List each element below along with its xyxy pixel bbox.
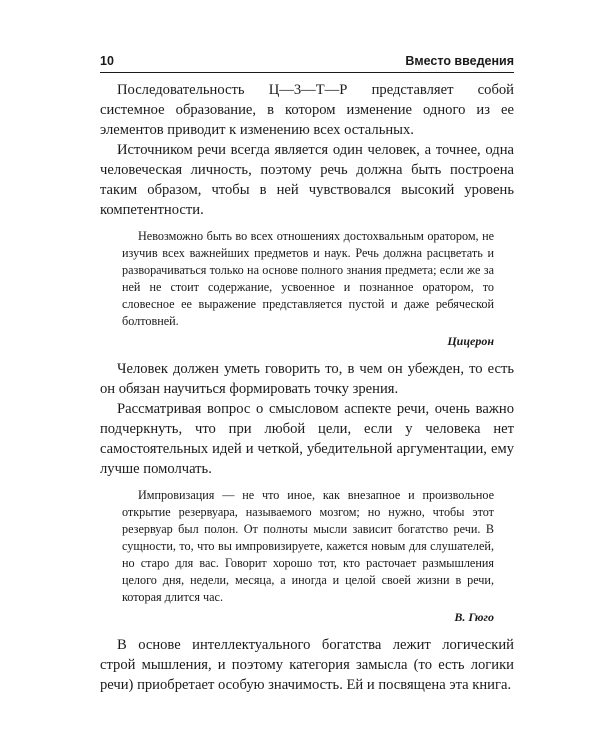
paragraph-conviction: Человек должен уметь говорить то, в чем он убежден, то есть он обязан научиться формировать точку зрения. bbox=[100, 361, 514, 397]
running-title: Вместо введения bbox=[405, 54, 514, 68]
page-body bbox=[100, 80, 514, 695]
page-header bbox=[100, 50, 514, 72]
paragraph-intellectual-wealth: В основе интеллектуального богатства лежит логический строй мышления, и поэтому категория замысла (то есть логики речи) приобретает особую значимость. Ей и посвящена эта книга. bbox=[100, 637, 514, 693]
header-rule bbox=[100, 72, 514, 73]
quote-author-hugo: В. Гюго bbox=[454, 610, 494, 624]
paragraph-source-of-speech: Источником речи всегда является один человек, а точнее, одна человеческая личность, поэтому речь должна быть построена таким образом, чтобы в ней чувствовался высокий уровень компетентности. bbox=[100, 142, 514, 218]
paragraph-sequence: Последовательность Ц—3—Т—Р представляет собой системное образование, в котором изменение одного из ее элементов приводит к изменению всех остальных. bbox=[100, 82, 514, 138]
quote-hugo: Импровизация — не что иное, как внезапное и произвольное открытие резервуара, называемого мозгом; но нужно, чтобы этот резервуар был полон. От полноты мысли зависит богатство речи. В сущности, то, что вы импровизируете, кажется новым для слушателей, но старо для вас. Говорит хорошо тот, кто расточает размышления целого дня, недели, месяца, а иногда и целой своей жизни в речи, которая длится час. bbox=[122, 488, 494, 604]
quote-cicero: Невозможно быть во всех отношениях достохвальным оратором, не изучив всех важнейших предметов и наук. Речь должна расцветать и разворачиваться только на основе полного знания предмета; если же за ней не стоит содержание, усвоенное и познанное оратором, то словесное ее выражение представляется пустой и даже ребяческой болтовней. bbox=[122, 229, 494, 328]
page-number: 10 bbox=[100, 54, 114, 68]
paragraph-semantic-aspect: Рассматривая вопрос о смысловом аспекте речи, очень важно подчеркнуть, что при любой цели, если у человека нет самостоятельных идей и четкой, убедительной аргументации, ему лучше помолчать. bbox=[100, 401, 514, 477]
quote-author-cicero: Цицерон bbox=[447, 334, 494, 348]
